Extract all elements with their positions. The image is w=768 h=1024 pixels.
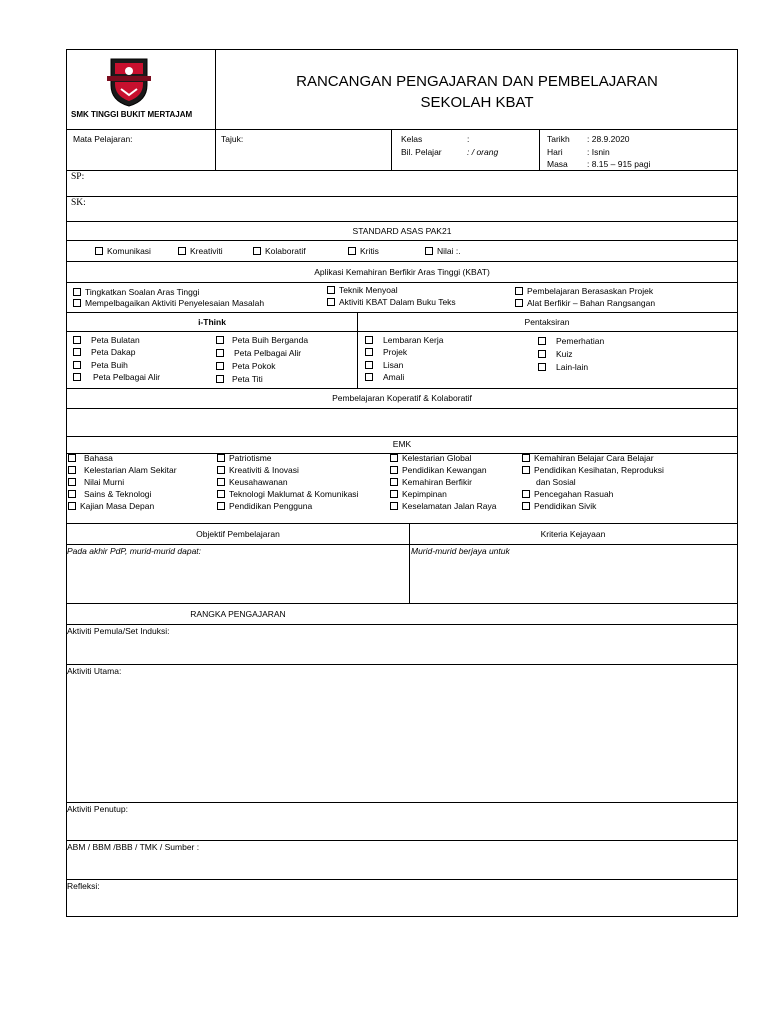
criteria-text[interactable]: Murid-murid berjaya untuk <box>411 546 510 556</box>
topic-label: Tajuk: <box>221 134 244 144</box>
checkbox-komunikasi[interactable]: Komunikasi <box>95 246 151 256</box>
checkbox-icon <box>73 336 81 344</box>
checkbox-kbat-soalan[interactable]: Tingkatkan Soalan Aras Tinggi <box>73 287 200 297</box>
checkbox-emk-sains[interactable]: Sains & Teknologi <box>68 489 151 499</box>
checkbox-kbat-projek[interactable]: Pembelajaran Berasaskan Projek <box>515 286 653 296</box>
checkbox-emk-kewangan[interactable]: Pendidikan Kewangan <box>390 465 487 475</box>
checkbox-icon <box>217 490 225 498</box>
checkbox-kbat-masalah[interactable]: Mempelbagaikan Aktiviti Penyelesaian Masalah <box>73 298 264 308</box>
checkbox-emk-jalan-raya[interactable]: Keselamatan Jalan Raya <box>390 501 497 511</box>
checkbox-emk-berfikir[interactable]: Kemahiran Berfikir <box>390 477 472 487</box>
checkbox-icon <box>178 247 186 255</box>
students-value: : / orang <box>467 147 499 157</box>
checkbox-icon <box>522 502 530 510</box>
checkbox-icon <box>365 361 373 369</box>
checkbox-icon <box>68 466 76 474</box>
checkbox-emk-kelestarian-global[interactable]: Kelestarian Global <box>390 453 471 463</box>
checkbox-icon <box>217 502 225 510</box>
checkbox-icon <box>538 350 546 358</box>
rule <box>67 170 737 171</box>
day-label: Hari <box>547 147 563 157</box>
checkbox-icon <box>68 478 76 486</box>
objectives-text[interactable]: Pada akhir PdP, murid-murid dapat: <box>67 546 202 556</box>
checkbox-amali[interactable]: Amali <box>365 372 404 382</box>
checkbox-icon <box>365 373 373 381</box>
checkbox-icon <box>216 336 224 344</box>
checkbox-emk-sivik[interactable]: Pendidikan Sivik <box>522 501 596 511</box>
rule <box>67 221 737 222</box>
checkbox-icon <box>365 348 373 356</box>
abm-label: ABM / BBM /BBB / TMK / Sumber : <box>67 842 200 852</box>
time-value: : 8.15 – 915 pagi <box>587 159 651 169</box>
checkbox-icon <box>327 286 335 294</box>
rule <box>67 523 737 524</box>
aktiviti-utama-label: Aktiviti Utama: <box>67 666 122 676</box>
emk-kesihatan-continued: dan Sosial <box>536 477 576 487</box>
students-label: Bil. Pelajar <box>401 147 442 157</box>
ithink-heading: i-Think <box>198 317 226 327</box>
checkbox-icon <box>425 247 433 255</box>
checkbox-icon <box>217 466 225 474</box>
checkbox-pemerhatian[interactable]: Pemerhatian <box>538 336 604 346</box>
checkbox-icon <box>390 454 398 462</box>
criteria-heading: Kriteria Kejayaan <box>540 529 606 539</box>
rule <box>67 196 737 197</box>
checkbox-icon <box>95 247 103 255</box>
checkbox-emk-rasuah[interactable]: Pencegahan Rasuah <box>522 489 613 499</box>
rule <box>391 129 392 170</box>
school-crest-icon <box>107 57 151 107</box>
checkbox-icon <box>73 348 81 356</box>
rule <box>67 624 737 625</box>
refleksi-label: Refleksi: <box>67 881 100 891</box>
checkbox-icon <box>515 299 523 307</box>
rule <box>67 331 737 332</box>
checkbox-icon <box>73 288 81 296</box>
rule <box>67 240 737 241</box>
checkbox-emk-keusahawanan[interactable]: Keusahawanan <box>217 477 288 487</box>
checkbox-icon <box>73 299 81 307</box>
checkbox-emk-kreativiti[interactable]: Kreativiti & Inovasi <box>217 465 299 475</box>
day-value: : Isnin <box>587 147 610 157</box>
checkbox-lisan[interactable]: Lisan <box>365 360 403 370</box>
koperatif-heading: Pembelajaran Koperatif & Kolaboratif <box>332 393 472 403</box>
checkbox-icon <box>515 287 523 295</box>
rule <box>67 879 737 880</box>
checkbox-icon <box>217 478 225 486</box>
time-label: Masa <box>547 159 568 169</box>
rule <box>67 544 737 545</box>
checkbox-kuiz[interactable]: Kuiz <box>538 349 573 359</box>
checkbox-emk-belajar[interactable]: Kemahiran Belajar Cara Belajar <box>522 453 654 463</box>
checkbox-kolaboratif[interactable]: Kolaboratif <box>253 246 306 256</box>
checkbox-peta-buih-berganda[interactable]: Peta Buih Berganda <box>216 335 308 345</box>
school-name: SMK TINGGI BUKIT MERTAJAM <box>71 110 193 119</box>
checkbox-icon <box>68 502 76 510</box>
checkbox-icon <box>390 478 398 486</box>
checkbox-icon <box>522 490 530 498</box>
rule <box>67 603 737 604</box>
checkbox-icon <box>348 247 356 255</box>
checkbox-emk-kajian[interactable]: Kajian Masa Depan <box>68 501 154 511</box>
checkbox-icon <box>216 375 224 383</box>
checkbox-peta-dakap[interactable]: Peta Dakap <box>73 347 135 357</box>
checkbox-icon <box>73 361 81 369</box>
checkbox-icon <box>538 363 546 371</box>
checkbox-peta-pelbagai-alir[interactable]: Peta Pelbagai Alir <box>73 372 160 382</box>
checkbox-kritis[interactable]: Kritis <box>348 246 379 256</box>
checkbox-emk-kelestarian-alam[interactable]: Kelestarian Alam Sekitar <box>68 465 177 475</box>
rule <box>215 50 216 170</box>
checkbox-icon <box>390 490 398 498</box>
checkbox-kbat-buku-teks[interactable]: Aktiviti KBAT Dalam Buku Teks <box>327 297 456 307</box>
page-title: RANCANGAN PENGAJARAN DAN PEMBELAJARAN <box>296 73 658 90</box>
checkbox-icon <box>327 298 335 306</box>
checkbox-icon <box>522 454 530 462</box>
standard-heading: STANDARD ASAS PAK21 <box>352 226 452 236</box>
checkbox-icon <box>365 336 373 344</box>
rule <box>67 664 737 665</box>
checkbox-kreativiti[interactable]: Kreativiti <box>178 246 223 256</box>
emk-heading: EMK <box>392 439 412 449</box>
rule <box>67 436 737 437</box>
checkbox-emk-nilai-murni[interactable]: Nilai Murni <box>68 477 124 487</box>
checkbox-emk-kepimpinan[interactable]: Kepimpinan <box>390 489 447 499</box>
date-label: Tarikh <box>547 134 570 144</box>
checkbox-icon <box>216 349 224 357</box>
sp-label: SP: <box>71 172 85 182</box>
checkbox-lain-lain[interactable]: Lain-lain <box>538 362 588 372</box>
aktiviti-pemula-label: Aktiviti Pemula/Set Induksi: <box>67 626 170 636</box>
page-subtitle: SEKOLAH KBAT <box>420 94 534 111</box>
checkbox-peta-pokok[interactable]: Peta Pokok <box>216 361 275 371</box>
checkbox-icon <box>390 502 398 510</box>
subject-label: Mata Pelajaran: <box>73 134 133 144</box>
checkbox-icon <box>68 454 76 462</box>
sk-label: SK: <box>71 198 86 208</box>
checkbox-icon <box>68 490 76 498</box>
rule <box>67 282 737 283</box>
rule <box>67 802 737 803</box>
checkbox-emk-patriotisme[interactable]: Patriotisme <box>217 453 272 463</box>
checkbox-icon <box>217 454 225 462</box>
rule <box>67 312 737 313</box>
checkbox-peta-pelbagai-alir-2[interactable]: Peta Pelbagai Alir <box>216 348 301 358</box>
rangka-heading: RANGKA PENGAJARAN <box>190 609 286 619</box>
rule <box>67 261 737 262</box>
checkbox-peta-bulatan[interactable]: Peta Bulatan <box>73 335 140 345</box>
objectives-heading: Objektif Pembelajaran <box>196 529 280 539</box>
checkbox-kbat-menyoal[interactable]: Teknik Menyoal <box>327 285 398 295</box>
checkbox-lembaran-kerja[interactable]: Lembaran Kerja <box>365 335 443 345</box>
lesson-plan-form <box>66 49 738 917</box>
checkbox-nilai[interactable]: Nilai :. <box>425 246 461 256</box>
aktiviti-penutup-label: Aktiviti Penutup: <box>67 804 128 814</box>
rule <box>539 129 540 170</box>
checkbox-icon <box>73 373 81 381</box>
checkbox-icon <box>390 466 398 474</box>
class-label: Kelas <box>401 134 423 144</box>
checkbox-emk-tmk[interactable]: Teknologi Maklumat & Komunikasi <box>217 489 358 499</box>
class-value: : <box>467 134 470 144</box>
checkbox-projek[interactable]: Projek <box>365 347 407 357</box>
checkbox-emk-kesihatan[interactable]: Pendidikan Kesihatan, Reproduksi <box>522 465 664 475</box>
checkbox-icon <box>538 337 546 345</box>
checkbox-peta-buih[interactable]: Peta Buih <box>73 360 128 370</box>
pentaksiran-heading: Pentaksiran <box>524 317 570 327</box>
checkbox-emk-pengguna[interactable]: Pendidikan Pengguna <box>217 501 312 511</box>
date-value: : 28.9.2020 <box>587 134 630 144</box>
rule <box>67 129 737 130</box>
checkbox-emk-bahasa[interactable]: Bahasa <box>68 453 113 463</box>
checkbox-icon <box>253 247 261 255</box>
checkbox-icon <box>216 362 224 370</box>
rule <box>67 388 737 389</box>
kbat-heading: Aplikasi Kemahiran Berfikir Aras Tinggi (KBAT) <box>314 267 490 277</box>
checkbox-icon <box>522 466 530 474</box>
checkbox-peta-titi[interactable]: Peta Titi <box>216 374 263 384</box>
rule <box>67 408 737 409</box>
rule <box>67 840 737 841</box>
checkbox-kbat-alat[interactable]: Alat Berfikir – Bahan Rangsangan <box>515 298 655 308</box>
